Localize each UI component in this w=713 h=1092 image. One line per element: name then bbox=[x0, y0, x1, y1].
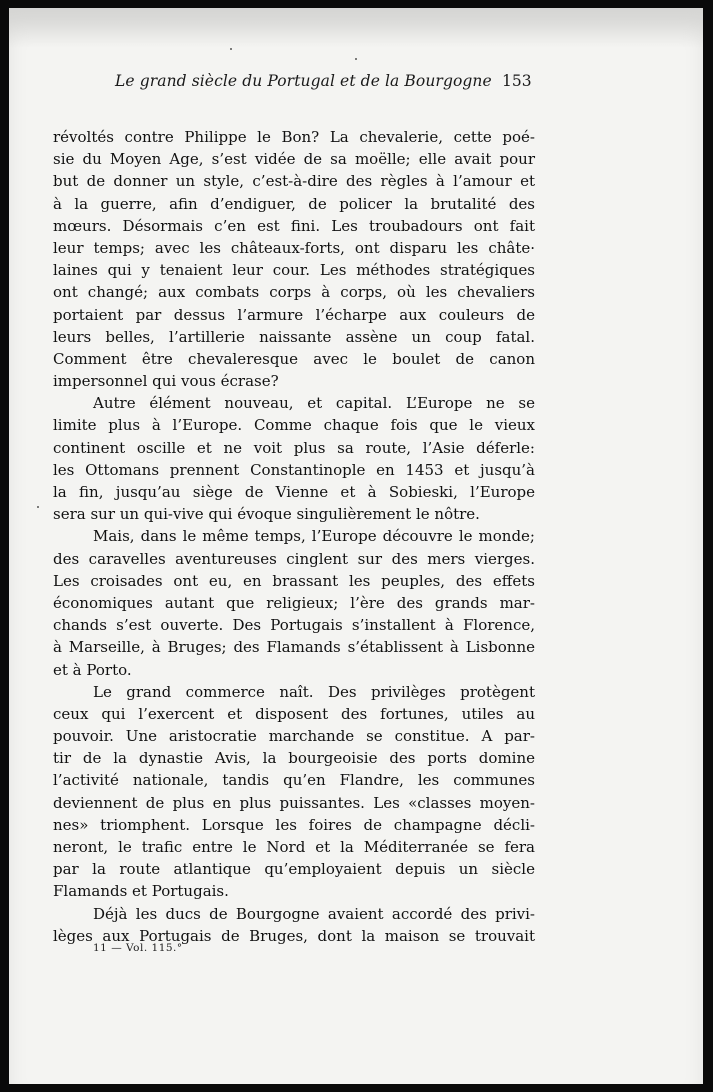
text-line: but de donner un style, c’est-à-dire des règles à l’amour et bbox=[53, 172, 535, 191]
scan-speck bbox=[37, 506, 39, 508]
text-line: à la guerre, afin d’endiguer, de policer la brutalité des bbox=[53, 194, 535, 213]
text-line: impersonnel qui vous écrase? bbox=[53, 372, 279, 391]
scan-shadow bbox=[9, 8, 703, 48]
text-line: deviennent de plus en plus puissantes. Les «classes moyen- bbox=[53, 793, 535, 812]
text-line: et à Porto. bbox=[53, 660, 132, 679]
text-line: Les croisades ont eu, en brassant les peuples, des effets bbox=[53, 571, 535, 590]
text-line: à Marseille, à Bruges; des Flamands s’établissent à Lisbonne bbox=[53, 638, 535, 657]
text-line: leurs belles, l’artillerie naissante assène un coup fatal. bbox=[53, 327, 535, 346]
text-line: sie du Moyen Age, s’est vidée de sa moëlle; elle avait pour bbox=[53, 150, 535, 169]
text-line: neront, le trafic entre le Nord et la Méditerranée se fera bbox=[53, 838, 535, 856]
text-line: révoltés contre Philippe le Bon? La chevalerie, cette poé- bbox=[53, 128, 535, 146]
running-title: Le grand siècle du Portugal et de la Bourgogne bbox=[115, 72, 492, 90]
text-line: tir de la dynastie Avis, la bourgeoisie des ports domine bbox=[53, 749, 535, 768]
printer-signature: 11 — Vol. 115.° bbox=[93, 942, 183, 954]
text-line: Le grand commerce naît. Des privilèges protègent bbox=[93, 682, 535, 701]
text-line: Flamands et Portugais. bbox=[53, 882, 229, 901]
text-line: Autre élément nouveau, et capital. L’Europe ne se bbox=[93, 394, 535, 413]
text-line: mœurs. Désormais c’en est fini. Les troubadours ont fait bbox=[53, 216, 535, 235]
scan-speck bbox=[355, 58, 357, 60]
text-line: économiques autant que religieux; l’ère des grands mar- bbox=[53, 593, 535, 612]
text-line: la fin, jusqu’au siège de Vienne et à Sobieski, l’Europe bbox=[53, 483, 535, 501]
text-line: nes» triomphent. Lorsque les foires de champagne décli- bbox=[53, 815, 535, 834]
text-line: pouvoir. Une aristocratie marchande se constitue. A par- bbox=[53, 727, 535, 746]
text-line: Comment être chevaleresque avec le boulet de canon bbox=[53, 349, 535, 368]
text-line: leur temps; avec les châteaux-forts, ont disparu les châte· bbox=[53, 238, 535, 257]
text-line: ont changé; aux combats corps à corps, où les chevaliers bbox=[53, 283, 535, 302]
text-line: les Ottomans prennent Constantinople en 1453 et jusqu’à bbox=[53, 460, 535, 479]
body-text bbox=[53, 126, 535, 947]
text-line: portaient par dessus l’armure l’écharpe aux couleurs de bbox=[53, 305, 535, 324]
page-number: 153 bbox=[502, 72, 532, 90]
text-line: limite plus à l’Europe. Comme chaque fois que le vieux bbox=[53, 416, 535, 435]
text-line: laines qui y tenaient leur cour. Les méthodes stratégiques bbox=[53, 261, 535, 280]
text-line: des caravelles aventureuses cinglent sur des mers vierges. bbox=[53, 549, 535, 568]
text-line: chands s’est ouverte. Des Portugais s’installent à Florence, bbox=[53, 616, 535, 635]
text-line: Mais, dans le même temps, l’Europe découvre le monde; bbox=[93, 527, 535, 546]
scan-speck bbox=[230, 48, 232, 50]
text-line: continent oscille et ne voit plus sa route, l’Asie déferle: bbox=[53, 438, 535, 457]
book-page bbox=[9, 8, 703, 1084]
text-line: lèges aux Portugais de Bruges, dont la maison se trouvait bbox=[53, 926, 535, 945]
text-line: Déjà les ducs de Bourgogne avaient accordé des privi- bbox=[93, 904, 535, 923]
text-line: l’activité nationale, tandis qu’en Flandre, les communes bbox=[53, 771, 535, 790]
text-line: sera sur un qui-vive qui évoque singulièrement le nôtre. bbox=[53, 505, 480, 524]
text-line: par la route atlantique qu’employaient depuis un siècle bbox=[53, 860, 535, 879]
text-line: ceux qui l’exercent et disposent des fortunes, utiles au bbox=[53, 704, 535, 723]
